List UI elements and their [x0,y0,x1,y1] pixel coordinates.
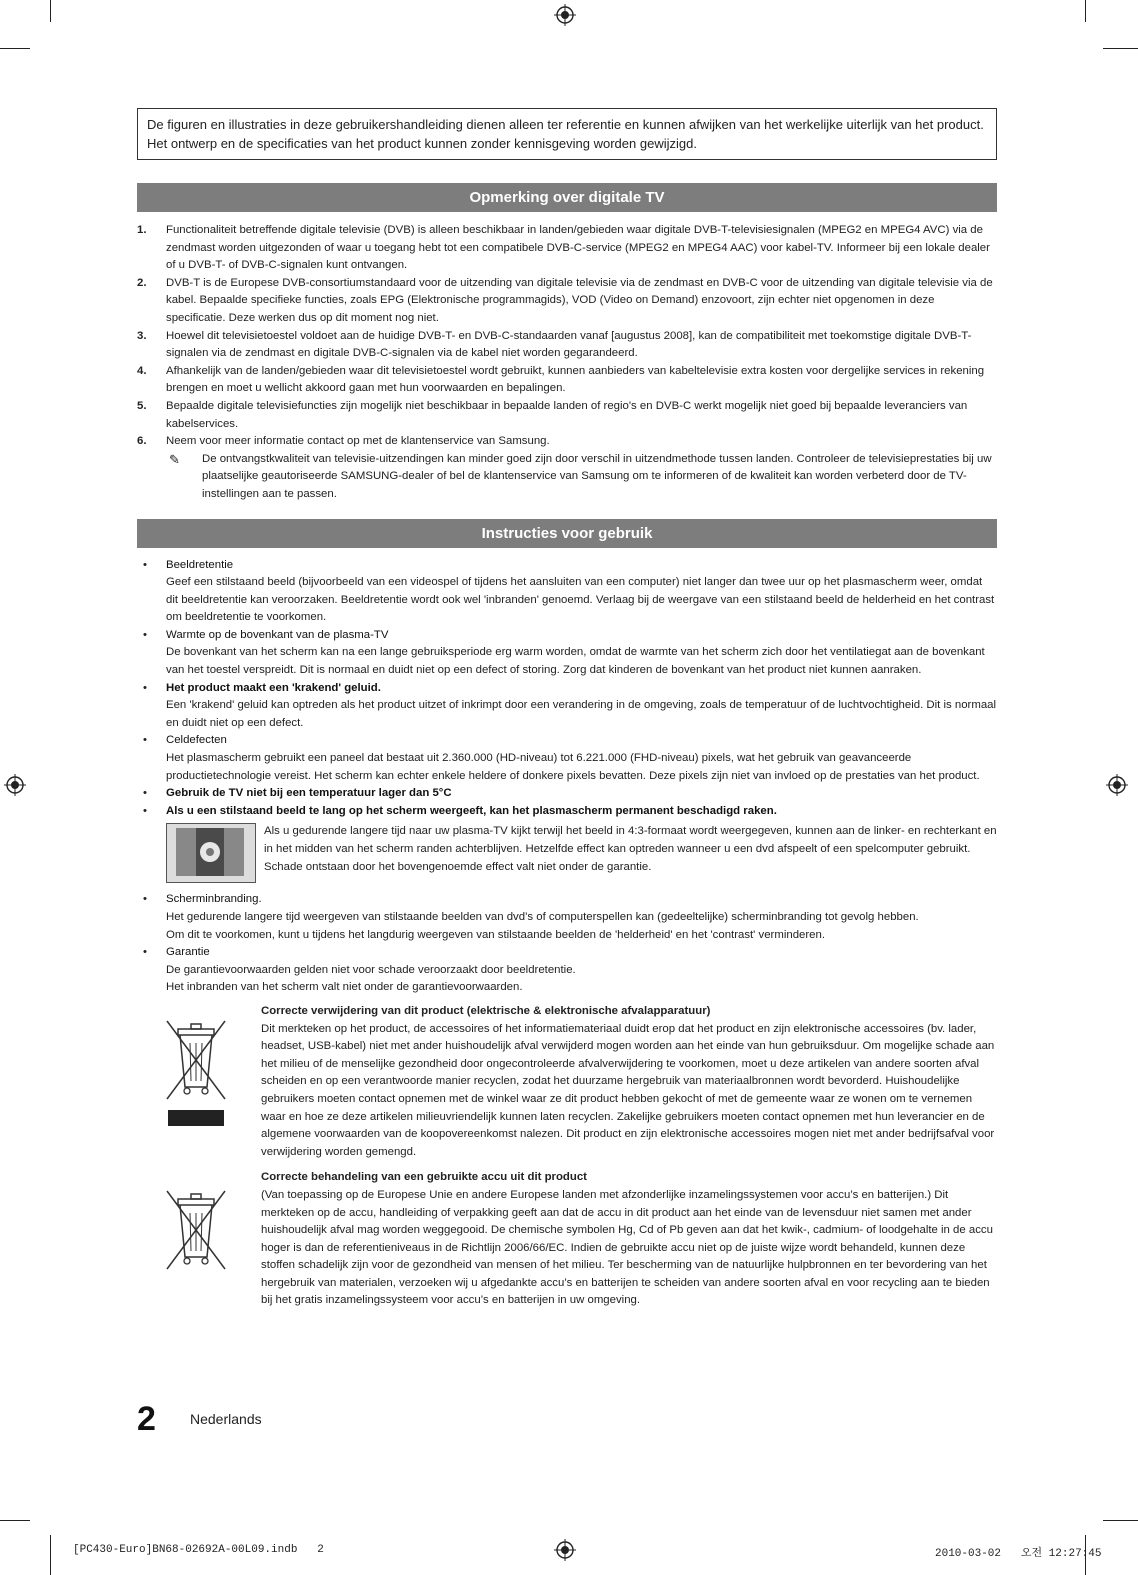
item-body: De garantievoorwaarden gelden niet voor schade veroorzaakt door beeldretentie. [166,963,576,976]
disposal-text: (Van toepassing op de Europese Unie en andere Europese landen met afzonderlijke inzamelingssystemen voor accu’s en batterijen.) Dit merkteken op de accu, handleiding of verpakking geeft aan dat de accu in dit product aan het einde van de levensduur niet samen met ander huishoudelijk afval mag worden weggegooid. De chemische symbolen Hg, Cd of Pb geven aan dat het kwik-, cadmium- of loodgehalte in de accu hoger is dan de referentieniveaus in de Richtlijn 2006/66/EC. Indien de gebruikte accu niet op de juiste wijze wordt behandeld, kunnen deze stoffen schadelijk zijn voor de gezondheid van mensen of het milieu. Ter bescherming van de natuurlijke hulpbronnen en ter bevordering van het hergebruik van materialen, verzoeken wij u afgedankte accu’s en batterijen te scheiden van andere soorten afval en voor recycling aan te bieden bij het gratis inzamelingssysteem voor accu’s en batterijen in uw omgeving. [261,1188,993,1307]
crop-mark [1085,0,1086,22]
item-heading: Warmte op de bovenkant van de plasma-TV [166,628,389,641]
disposal-text: Dit merkteken op het product, de accessoires of het informatiemateriaal duidt erop dat het product en zijn elektronische accessoires (bv. lader, headset, USB-kabel) niet met ander huishoudelijk afval verwijderd mogen worden aan het einde van hun gebruiksduur. Om mogelijke schade aan het milieu of de menselijke gezondheid door ongecontroleerde afvalverwijdering te voorkomen, moet u deze artikelen van andere soorten afval scheiden en op een verantwoorde manier recyclen, zodat het duurzame hergebruik van materiaalbronnen wordt bevorderd. Huishoudelijke gebruikers moeten contact opnemen met de winkel waar ze dit product hebben gekocht of met de gemeente waar ze wonen om te vernemen waar en hoe ze deze artikelen milieuvriendelijk kunnen laten recyclen. Zakelijke gebruikers moeten contact opnemen met hun leverancier en de algemene voorwaarden van de koopovereenkomst nalezen. Dit product en zijn elektronische accessoires mogen niet met ander bedrijfsafval voor verwijdering worden gemengd. [261,1022,995,1158]
item-body: Geef een stilstaand beeld (bijvoorbeeld van een videospel of tijdens het aansluiten van een computer) niet langer dan twee uur op het plasmascherm weer, omdat dit beeldretentie kan veroorzaken. Beeldretentie wordt ook wel 'inbranden' genoemd. Verlaag bij de weergave van een stilstaand beeld de helderheid en het contrast om beeldretentie te voorkomen. [166,576,995,624]
list-item: 4. Afhankelijk van de landen/gebieden waar dit televisietoestel wordt gebruikt, kunnen aanbieders van kabeltelevisie extra kosten voor dergelijke services in rekening brengen en moet u wellicht akkoord gaan met hun voorwaarden en bepalingen. [137,364,985,395]
list-item [137,732,997,785]
print-slug-file: [PC430-Euro]BN68-02692A-00L09.indb 2 [73,1544,324,1556]
pencil-note-icon: ✎ [169,451,180,467]
item-heading: Als u een stilstaand beeld te lang op het scherm weergeeft, kan het plasmascherm permanent beschadigd raken. [166,804,777,817]
language-label: Nederlands [190,1411,262,1427]
item-body: Een 'krakend' geluid kan optreden als het product uitzet of inkrimpt door een verandering in de omgeving, zoals de temperatuur of de luchtvochtigheid. Dit is normaal en duidt niet op een defect. [166,699,997,729]
list-item [137,557,997,627]
disposal-block-product [137,1003,997,1161]
list-item [137,891,997,944]
note-block [137,451,997,504]
registration-mark-icon [554,1539,576,1561]
crossed-bin-battery-icon [161,1185,231,1285]
disposal-title: Correcte verwijdering van dit product (elektrische & elektronische afvalapparatuur) [261,1004,711,1017]
list-item: 3. Hoewel dit televisietoestel voldoet aan de huidige DVB-T- en DVB-C-standaarden vanaf [augustus 2008], kan de compatibiliteit met toekomstige digitale DVB-T-signalen via de zendmast en digitale DVB-C-signalen via de kabel niet worden gegarandeerd. [137,329,972,360]
image-note-text: Als u gedurende langere tijd naar uw plasma-TV kijkt terwijl het beeld in 4:3-formaat wordt weergegeven, kunnen aan de linker- en rechterkant en in het midden van het scherm randen achterblijven. Hetzelfde effect kan optreden wanneer u een dvd afspeelt of een spelcomputer gebruikt. Schade ontstaan door het bovengenoemde effect valt niet onder de garantie. [264,825,997,873]
disposal-title: Correcte behandeling van een gebruikte accu uit dit product [261,1171,587,1184]
bullet-icon: • [143,946,147,959]
image-note-row [166,823,997,883]
section-header-digital-tv: Opmerking over digitale TV [137,183,997,212]
crop-mark [1103,48,1138,49]
item-heading: Gebruik de TV niet bij een temperatuur lager dan 5°C [166,787,452,800]
item-heading: Het product maakt een 'krakend' geluid. [166,681,381,694]
item-body: De bovenkant van het scherm kan na een lange gebruiksperiode erg warm worden, omdat de warmte van het scherm zich door het ventilatiegat aan de bovenkant van het toestel verspreidt. Dit is normaal en duidt niet op een defect of storing. Zorg dat kinderen de bovenkant van het product niet kunnen aanraken. [166,646,985,677]
item-heading: Celdefecten [166,734,227,747]
crossed-bin-icon [161,1015,231,1145]
bullet-icon: • [143,734,147,747]
crop-mark [50,0,51,22]
registration-mark-icon [4,774,26,796]
page-content [137,108,997,1310]
disclaimer-box: De figuren en illustraties in deze gebruikershandleiding dienen alleen ter referentie en kunnen afwijken van het werkelijke uiterlijk van het product. Het ontwerp en de specificaties van het product kunnen zonder kennisgeving worden gewijzigd. [137,108,997,160]
item-body: Om dit te voorkomen, kunt u tijdens het langdurig weergeven van stilstaande beelden de 'helderheid' en het 'contrast' verminderen. [166,928,825,941]
item-body: Het gedurende langere tijd weergeven van stilstaande beelden van dvd’s of computerspellen kan (gedeeltelijke) scherminbranding tot gevolg hebben. [166,911,919,923]
bullet-icon: • [143,893,147,906]
list-item: 6. Neem voor meer informatie contact op met de klantenservice van Samsung. [137,435,550,448]
bullet-icon: • [143,558,147,571]
crop-mark [50,1535,51,1575]
list-item [137,785,997,803]
item-body: Het plasmascherm gebruikt een paneel dat bestaat uit 2.360.000 (HD-niveau) tot 6.221.000 (FHD-niveau) pixels, wat het gebruik van geavanceerde productietechnologie vereist. Het scherm kan echter enkele heldere of donkere pixels bevatten. Deze pixels zijn niet van invloed op de prestaties van het product. [166,752,980,782]
list-item [137,680,997,733]
section-header-instructions: Instructies voor gebruik [137,519,997,548]
digital-tv-list [137,222,997,451]
instructions-list [137,557,997,997]
list-item [137,944,997,997]
item-body: Het inbranden van het scherm valt niet onder de garantievoorwaarden. [166,981,523,994]
registration-mark-icon [1106,774,1128,796]
list-item [137,803,997,884]
list-item: 5. Bepaalde digitale televisiefuncties zijn mogelijk niet beschikbaar in bepaalde landen of regio's en DVB-C werkt mogelijk niet goed bij bepaalde leveranciers van kabelservices. [137,399,968,430]
item-heading: Garantie [166,946,210,959]
page-number: 2 [137,1400,156,1438]
bullet-icon: • [143,681,147,694]
print-slug-date: 2010-03-02 오전 12:27:45 [935,1548,1102,1560]
bullet-icon: • [143,804,147,817]
crop-mark [1103,1520,1138,1521]
disposal-block-battery [137,1169,997,1310]
crop-mark [0,1520,30,1521]
registration-mark-icon [554,4,576,26]
bullet-icon: • [143,628,147,641]
crop-mark [0,48,30,49]
screen-burn-illustration [166,823,256,883]
note-text: De ontvangstkwaliteit van televisie-uitzendingen kan minder goed zijn door verschil in uitzendmethode tussen landen. Controleer de televisieprestaties bij uw plaatselijke geautoriseerde SAMSUNG-dealer of bel de klantenservice van Samsung om te informeren of de kwaliteit kan worden verbeterd door de TV-instellingen aan te passen. [202,452,992,500]
bullet-icon: • [143,787,147,800]
list-item: 1. Functionaliteit betreffende digitale televisie (DVB) is alleen beschikbaar in landen/gebieden waar digitale DVB-T-televisiesignalen (MPEG2 en MPEG4 AVC) via de zendmast worden uitgezonden of waar u toegang hebt tot een compatibele DVB-C-service (MPEG2 en MPEG4 AAC) voor kabel-TV. Informeer bij een lokale dealer of u DVB-T- of DVB-C-signalen kunt ontvangen. [137,224,990,272]
item-heading: Beeldretentie [166,558,234,571]
item-heading: Scherminbranding. [166,893,262,906]
list-item [137,627,997,680]
list-item: 2. DVB-T is de Europese DVB-consortiumstandaard voor de uitzending van digitale televisie via de zendmast en DVB-C voor de uitzending van digitale televisie via de kabel. Bepaalde specifieke functies, zoals EPG (Elektronische programmagids), VOD (Video on Demand) enzovoort, zijn echter niet opgenomen in deze specificatie. Deze werken dus op dit moment nog niet. [137,276,993,324]
